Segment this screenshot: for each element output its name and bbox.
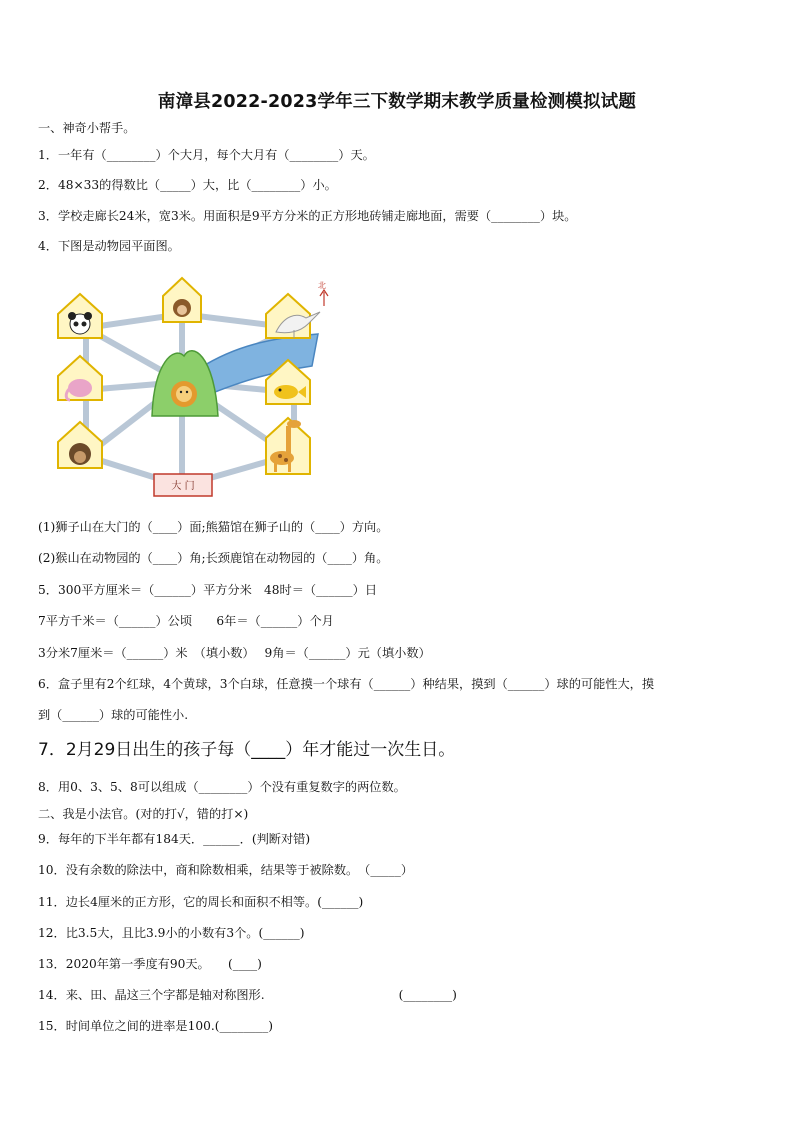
page-title: 南漳县2022-2023学年三下数学期末教学质量检测模拟试题 [157,92,637,112]
question-13: 13．2020年第一季度有90天。 (____) [38,957,262,971]
question-1: 1．一年有（________）个大月，每个大月有（________）天。 [38,148,375,162]
north-label: 北 [318,281,326,290]
question-10: 10．没有余数的除法中，商和除数相乘，结果等于被除数。 （_____） [38,863,414,877]
section-heading-1: 一、神奇小帮手。 [38,121,136,135]
question-3: 3．学校走廊长24米，宽3米。用面积是9平方分米的正方形地砖铺走廊地面，需要（________）块。 [38,209,577,223]
gate-label: 大 门 [171,481,195,492]
question-8: 8．用0、3、5、8可以组成（________）个没有重复数字的两位数。 [38,780,406,794]
question-4-1: (1)狮子山在大门的（____）面;熊猫馆在狮子山的（____）方向。 [38,520,389,534]
question-6-line-2: 到（______）球的可能性小. [38,708,189,722]
question-15: 15．时间单位之间的进率是100.(________) [38,1019,273,1033]
north-arrow-icon [320,290,328,306]
lion-icon [171,381,197,407]
question-14: 14．来、田、晶这三个字都是轴对称图形. (________) [38,988,457,1002]
question-9: 9．每年的下半年都有184天．______．(判断对错) [38,832,311,846]
section-heading-2: 二、我是小法官。(对的打√，错的打×) [38,807,249,821]
question-4-2: (2)猴山在动物园的（____）角;长颈鹿馆在动物园的（____）角。 [38,551,389,565]
zoo-map-figure [50,276,332,508]
gorilla-icon [69,443,91,465]
question-12: 12．比3.5大，且比3.9小的小数有3个。(______) [38,926,305,940]
monkey-icon [173,299,191,317]
question-5-line-1: 5．300平方厘米＝（______）平方分米 48时＝（______）日 [38,583,378,597]
question-6-line-1: 6．盒子里有2个红球，4个黄球，3个白球，任意摸一个球有（______）种结果，摸到（______）球的可能性大，摸 [38,677,655,691]
question-5-line-3: 3分米7厘米＝（______）米 （填小数） 9角＝（______）元（填小数） [38,646,431,660]
question-5-line-2: 7平方千米＝（______）公顷 6年＝（______）个月 [38,614,334,628]
question-2: 2．48×33的得数比（_____）大，比（________）小。 [38,178,337,192]
question-7: 7．2月29日出生的孩子每（____）年才能过一次生日。 [38,740,456,760]
question-11: 11．边长4厘米的正方形，它的周长和面积不相等。(______) [38,895,364,909]
question-4: 4．下图是动物园平面图。 [38,239,180,253]
